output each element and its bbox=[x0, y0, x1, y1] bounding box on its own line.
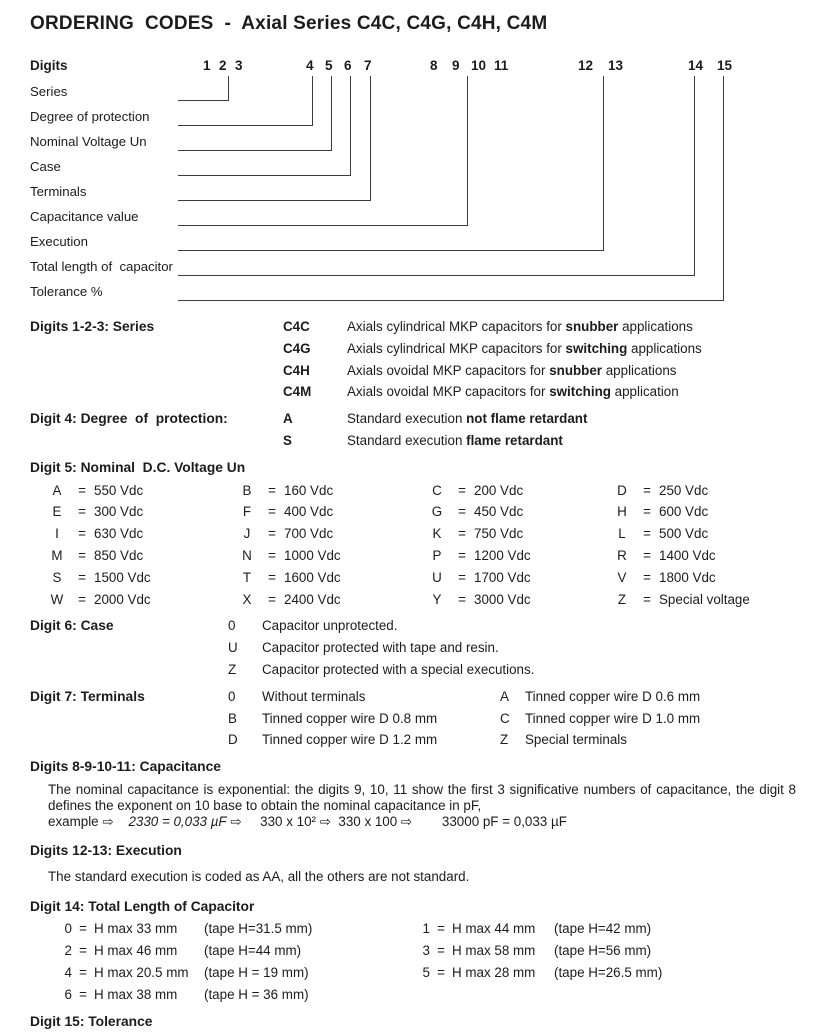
terminals-row bbox=[228, 729, 797, 751]
terminal-code: Z bbox=[500, 732, 509, 748]
voltage-code: R bbox=[617, 547, 627, 563]
ordering-code-diagram bbox=[0, 0, 827, 312]
equals-sign: = bbox=[268, 526, 276, 542]
voltage-entry bbox=[234, 545, 424, 567]
page-title: ORDERING CODES - Axial Series C4C, C4G, C4H, C4M bbox=[30, 13, 548, 34]
diagram-label-terminals: Terminals bbox=[30, 184, 87, 199]
connector-vline bbox=[723, 76, 724, 301]
length-desc: H max 20.5 mm bbox=[94, 964, 189, 980]
protection-desc-pre: Standard execution bbox=[347, 432, 467, 448]
voltage-code: D bbox=[617, 482, 627, 498]
equals-sign: = bbox=[268, 482, 276, 498]
equals-sign: = bbox=[78, 482, 86, 498]
terminals-row bbox=[228, 686, 797, 708]
digit-7: 7 bbox=[364, 58, 372, 73]
equals-sign: = bbox=[78, 547, 86, 563]
connector-vline bbox=[467, 76, 468, 226]
series-desc-pre: Axials cylindrical MKP capacitors for bbox=[347, 340, 566, 356]
case-heading: Digit 6: Case bbox=[30, 618, 114, 634]
protection-desc-pre: Standard execution bbox=[347, 411, 467, 427]
diagram-label-series: Series bbox=[30, 84, 68, 99]
case-code: U bbox=[228, 640, 238, 656]
protection-rows bbox=[283, 408, 797, 452]
length-tape: (tape H=26.5 mm) bbox=[554, 964, 663, 980]
length-desc: H max 33 mm bbox=[94, 921, 178, 937]
voltage-value: 600 Vdc bbox=[659, 504, 709, 520]
terminal-text: Tinned copper wire D 1.0 mm bbox=[525, 710, 701, 726]
terminal-code: A bbox=[500, 688, 509, 704]
voltage-entry bbox=[609, 480, 797, 502]
protection-row bbox=[283, 430, 797, 452]
equals-sign: = bbox=[78, 569, 86, 585]
voltage-code: S bbox=[52, 569, 62, 585]
connector-vline bbox=[331, 76, 332, 151]
series-desc-post: applications bbox=[618, 319, 693, 334]
voltage-value: 550 Vdc bbox=[94, 482, 144, 498]
voltage-code: T bbox=[242, 569, 252, 585]
voltage-entry bbox=[424, 545, 609, 567]
terminals-row bbox=[228, 708, 797, 730]
length-desc: H max 28 mm bbox=[452, 964, 536, 980]
series-section bbox=[30, 316, 797, 403]
voltage-entry bbox=[44, 545, 234, 567]
series-code: C4C bbox=[283, 319, 310, 334]
length-code: 4 bbox=[64, 964, 72, 980]
length-tape: (tape H=56 mm) bbox=[554, 943, 652, 959]
series-desc-bold: snubber bbox=[565, 319, 619, 334]
terminal-text: Tinned copper wire D 0.8 mm bbox=[262, 710, 438, 726]
voltage-entry bbox=[44, 589, 234, 611]
series-code: C4H bbox=[283, 362, 310, 378]
equals-sign: = bbox=[643, 547, 651, 563]
case-code: Z bbox=[228, 661, 237, 677]
series-desc-pre: Axials ovoidal MKP capacitors for bbox=[347, 384, 550, 400]
case-code: 0 bbox=[228, 618, 236, 634]
voltage-value: 3000 Vdc bbox=[474, 591, 531, 607]
case-text: Capacitor unprotected. bbox=[262, 618, 398, 634]
connector-hline bbox=[178, 175, 350, 176]
voltage-entry bbox=[424, 523, 609, 545]
equals-sign: = bbox=[78, 504, 86, 520]
voltage-value: Special voltage bbox=[659, 591, 750, 607]
digit-8: 8 bbox=[430, 58, 438, 73]
voltage-value: 2000 Vdc bbox=[94, 591, 151, 607]
voltage-value: 450 Vdc bbox=[474, 504, 524, 520]
equals-sign: = bbox=[79, 943, 87, 959]
voltage-value: 1700 Vdc bbox=[474, 569, 531, 585]
case-text: Capacitor protected with a special executions. bbox=[262, 661, 535, 677]
equals-sign: = bbox=[458, 569, 466, 585]
length-heading: Digit 14: Total Length of Capacitor bbox=[30, 898, 255, 914]
voltage-value: 400 Vdc bbox=[284, 504, 334, 520]
voltage-entry bbox=[234, 480, 424, 502]
series-desc-bold: snubber bbox=[549, 362, 603, 378]
voltage-value: 850 Vdc bbox=[94, 547, 144, 563]
equals-sign: = bbox=[643, 526, 651, 542]
terminals-heading: Digit 7: Terminals bbox=[30, 688, 145, 704]
series-desc-bold: switching bbox=[549, 384, 611, 400]
terminal-text: Tinned copper wire D 1.2 mm bbox=[262, 732, 438, 748]
example-italic: 2330 = 0,033 µF bbox=[128, 813, 227, 829]
connector-vline bbox=[603, 76, 604, 251]
terminal-code: B bbox=[228, 710, 237, 726]
voltage-code: B bbox=[242, 482, 252, 498]
voltage-code: A bbox=[52, 482, 62, 498]
voltage-entry bbox=[609, 501, 797, 523]
voltage-value: 250 Vdc bbox=[659, 482, 709, 498]
length-code: 5 bbox=[422, 964, 430, 980]
capacitance-example bbox=[48, 814, 797, 830]
connector-vline bbox=[350, 76, 351, 176]
equals-sign: = bbox=[458, 482, 466, 498]
digit-13: 13 bbox=[608, 58, 624, 73]
terminals-rows bbox=[228, 686, 797, 751]
voltage-value: 1600 Vdc bbox=[284, 569, 341, 585]
protection-heading: Digit 4: Degree of protection: bbox=[30, 411, 228, 427]
equals-sign: = bbox=[458, 526, 466, 542]
terminal-text: Special terminals bbox=[525, 732, 627, 748]
series-heading: Digits 1-2-3: Series bbox=[30, 319, 155, 334]
voltage-value: 1400 Vdc bbox=[659, 547, 716, 563]
digits-label: Digits bbox=[30, 58, 68, 73]
length-desc: H max 44 mm bbox=[452, 921, 536, 937]
equals-sign: = bbox=[643, 482, 651, 498]
voltage-code: J bbox=[243, 526, 251, 542]
series-desc bbox=[347, 316, 693, 338]
voltage-entry bbox=[234, 567, 424, 589]
series-desc-post: applications bbox=[627, 340, 702, 356]
length-tape: (tape H = 19 mm) bbox=[204, 964, 309, 980]
series-desc-post: application bbox=[610, 384, 679, 400]
case-section bbox=[30, 615, 797, 680]
execution-body: The standard execution is coded as AA, all the others are not standard. bbox=[48, 868, 470, 884]
voltage-entry bbox=[44, 501, 234, 523]
voltage-section bbox=[30, 457, 797, 611]
digit-1: 1 bbox=[203, 58, 211, 73]
equals-sign: = bbox=[268, 569, 276, 585]
length-tape: (tape H = 36 mm) bbox=[204, 986, 309, 1002]
example-pre: example ⇨ bbox=[48, 813, 129, 829]
length-tape: (tape H=44 mm) bbox=[204, 943, 302, 959]
equals-sign: = bbox=[458, 547, 466, 563]
length-desc: H max 46 mm bbox=[94, 943, 178, 959]
length-row bbox=[58, 940, 797, 962]
voltage-code: W bbox=[50, 591, 64, 607]
voltage-entry bbox=[609, 589, 797, 611]
voltage-code: V bbox=[617, 569, 627, 585]
voltage-heading: Digit 5: Nominal D.C. Voltage Un bbox=[30, 459, 246, 475]
voltage-entry bbox=[44, 480, 234, 502]
diagram-label-voltage: Nominal Voltage Un bbox=[30, 134, 147, 149]
series-rows bbox=[283, 316, 797, 403]
connector-hline bbox=[178, 100, 228, 101]
connector-hline bbox=[178, 225, 467, 226]
voltage-entry bbox=[424, 589, 609, 611]
digit-14: 14 bbox=[688, 58, 704, 73]
terminal-text: Without terminals bbox=[262, 688, 366, 704]
length-code: 1 bbox=[422, 921, 430, 937]
voltage-value: 300 Vdc bbox=[94, 504, 144, 520]
case-text: Capacitor protected with tape and resin. bbox=[262, 640, 499, 656]
equals-sign: = bbox=[79, 964, 87, 980]
diagram-label-protection: Degree of protection bbox=[30, 109, 150, 124]
length-desc: H max 38 mm bbox=[94, 986, 178, 1002]
voltage-entry bbox=[609, 545, 797, 567]
case-row bbox=[228, 659, 797, 681]
connector-vline bbox=[312, 76, 313, 126]
series-desc-pre: Axials cylindrical MKP capacitors for bbox=[347, 319, 566, 334]
voltage-value: 700 Vdc bbox=[284, 526, 334, 542]
voltage-value: 1500 Vdc bbox=[94, 569, 151, 585]
voltage-entry bbox=[234, 523, 424, 545]
voltage-value: 1800 Vdc bbox=[659, 569, 716, 585]
length-desc: H max 58 mm bbox=[452, 943, 536, 959]
voltage-entry bbox=[234, 589, 424, 611]
length-tape: (tape H=42 mm) bbox=[554, 921, 652, 937]
digit-6: 6 bbox=[344, 58, 352, 73]
connector-hline bbox=[178, 250, 603, 251]
connector-vline bbox=[694, 76, 695, 276]
series-desc bbox=[347, 360, 676, 382]
case-row bbox=[228, 637, 797, 659]
series-desc-bold: switching bbox=[565, 340, 628, 356]
length-section bbox=[30, 896, 797, 1006]
digit-5: 5 bbox=[325, 58, 333, 73]
protection-row bbox=[283, 408, 797, 430]
connector-hline bbox=[178, 300, 723, 301]
execution-heading: Digits 12-13: Execution bbox=[30, 842, 182, 858]
voltage-entry bbox=[609, 523, 797, 545]
connector-vline bbox=[228, 76, 229, 101]
series-row bbox=[283, 381, 797, 403]
equals-sign: = bbox=[79, 986, 87, 1002]
digit-9: 9 bbox=[452, 58, 460, 73]
capacitance-body: The nominal capacitance is exponential: the digits 9, 10, 11 show the first 3 significative numbers of capacitance, the digit 8 defines the exponent on 10 base to obtain the nominal capacitance in pF, bbox=[48, 781, 796, 813]
equals-sign: = bbox=[78, 526, 86, 542]
equals-sign: = bbox=[458, 591, 466, 607]
voltage-code: G bbox=[431, 504, 443, 520]
equals-sign: = bbox=[643, 504, 651, 520]
digit-15: 15 bbox=[717, 58, 733, 73]
example-post: ⇨ 330 x 10² ⇨ 330 x 100 ⇨ 33000 pF = 0,033 µF bbox=[226, 813, 567, 829]
digit-11: 11 bbox=[494, 58, 509, 73]
length-code: 6 bbox=[64, 986, 72, 1002]
length-row bbox=[58, 918, 797, 940]
case-rows bbox=[228, 615, 797, 680]
voltage-code: H bbox=[617, 504, 627, 520]
execution-section bbox=[30, 840, 797, 888]
voltage-code: L bbox=[618, 526, 626, 542]
voltage-code: M bbox=[51, 547, 63, 563]
voltage-entry bbox=[424, 567, 609, 589]
case-row bbox=[228, 615, 797, 637]
voltage-entry bbox=[424, 480, 609, 502]
voltage-code: Z bbox=[617, 591, 627, 607]
protection-desc bbox=[347, 408, 587, 430]
terminals-section bbox=[30, 686, 797, 751]
voltage-entry bbox=[234, 501, 424, 523]
protection-desc-bold: flame retardant bbox=[466, 432, 563, 448]
capacitance-section bbox=[30, 756, 797, 830]
connector-hline bbox=[178, 150, 331, 151]
voltage-value: 1200 Vdc bbox=[474, 547, 531, 563]
voltage-value: 630 Vdc bbox=[94, 526, 144, 542]
digit-2: 2 bbox=[219, 58, 227, 73]
protection-code: A bbox=[283, 411, 293, 427]
length-code: 2 bbox=[64, 943, 72, 959]
protection-code: S bbox=[283, 432, 292, 448]
series-code: C4G bbox=[283, 340, 311, 356]
diagram-label-length: Total length of capacitor bbox=[30, 259, 173, 274]
voltage-code: F bbox=[242, 504, 252, 520]
connector-hline bbox=[178, 275, 694, 276]
connector-hline bbox=[178, 200, 370, 201]
equals-sign: = bbox=[78, 591, 86, 607]
equals-sign: = bbox=[643, 569, 651, 585]
voltage-value: 200 Vdc bbox=[474, 482, 524, 498]
digit-10: 10 bbox=[471, 58, 487, 73]
voltage-code: P bbox=[432, 547, 442, 563]
voltage-code: Y bbox=[432, 591, 442, 607]
length-tape: (tape H=31.5 mm) bbox=[204, 921, 313, 937]
diagram-label-capacitance: Capacitance value bbox=[30, 209, 139, 224]
digit-12: 12 bbox=[578, 58, 594, 73]
voltage-code: N bbox=[242, 547, 252, 563]
equals-sign: = bbox=[437, 943, 445, 959]
series-row bbox=[283, 360, 797, 382]
voltage-entry bbox=[44, 567, 234, 589]
protection-desc-bold: not flame retardant bbox=[466, 411, 588, 427]
terminal-code: 0 bbox=[228, 688, 236, 704]
capacitance-heading: Digits 8-9-10-11: Capacitance bbox=[30, 759, 221, 775]
connector-vline bbox=[370, 76, 371, 201]
length-row bbox=[58, 984, 797, 1006]
series-desc bbox=[347, 338, 702, 360]
equals-sign: = bbox=[268, 591, 276, 607]
voltage-code: K bbox=[432, 526, 442, 542]
length-rows bbox=[58, 918, 797, 1005]
diagram-label-case: Case bbox=[30, 159, 61, 174]
series-desc-post: applications bbox=[602, 362, 677, 378]
terminal-text: Tinned copper wire D 0.6 mm bbox=[525, 688, 701, 704]
series-code: C4M bbox=[283, 384, 312, 400]
protection-section bbox=[30, 408, 797, 452]
series-desc-pre: Axials ovoidal MKP capacitors for bbox=[347, 362, 550, 378]
equals-sign: = bbox=[437, 964, 445, 980]
tolerance-section bbox=[30, 1011, 797, 1032]
digit-4: 4 bbox=[306, 58, 314, 73]
series-desc bbox=[347, 381, 679, 403]
connector-hline bbox=[178, 125, 312, 126]
voltage-value: 1000 Vdc bbox=[284, 547, 341, 563]
voltage-code: I bbox=[55, 526, 59, 542]
voltage-value: 750 Vdc bbox=[474, 526, 524, 542]
capacitance-paragraph bbox=[48, 782, 796, 814]
diagram-label-tolerance: Tolerance % bbox=[30, 284, 103, 299]
length-row bbox=[58, 962, 797, 984]
voltage-entry bbox=[609, 567, 797, 589]
length-code: 3 bbox=[422, 943, 430, 959]
series-row bbox=[283, 338, 797, 360]
voltage-code: E bbox=[52, 504, 62, 520]
digit-3: 3 bbox=[235, 58, 243, 73]
equals-sign: = bbox=[643, 591, 651, 607]
series-row bbox=[283, 316, 797, 338]
tolerance-heading: Digit 15: Tolerance bbox=[30, 1013, 153, 1029]
equals-sign: = bbox=[437, 921, 445, 937]
terminal-code: C bbox=[500, 710, 510, 726]
voltage-code: U bbox=[432, 569, 442, 585]
diagram-label-execution: Execution bbox=[30, 234, 88, 249]
voltage-code: C bbox=[432, 482, 442, 498]
protection-desc bbox=[347, 430, 563, 452]
equals-sign: = bbox=[79, 921, 87, 937]
voltage-value: 2400 Vdc bbox=[284, 591, 341, 607]
voltage-value: 160 Vdc bbox=[284, 482, 334, 498]
voltage-code: X bbox=[242, 591, 252, 607]
voltage-entry bbox=[44, 523, 234, 545]
terminal-code: D bbox=[228, 732, 238, 748]
equals-sign: = bbox=[268, 547, 276, 563]
page-content bbox=[30, 316, 797, 1032]
length-code: 0 bbox=[64, 921, 72, 937]
equals-sign: = bbox=[458, 504, 466, 520]
voltage-table bbox=[44, 480, 797, 611]
voltage-entry bbox=[424, 501, 609, 523]
voltage-value: 500 Vdc bbox=[659, 526, 709, 542]
equals-sign: = bbox=[268, 504, 276, 520]
